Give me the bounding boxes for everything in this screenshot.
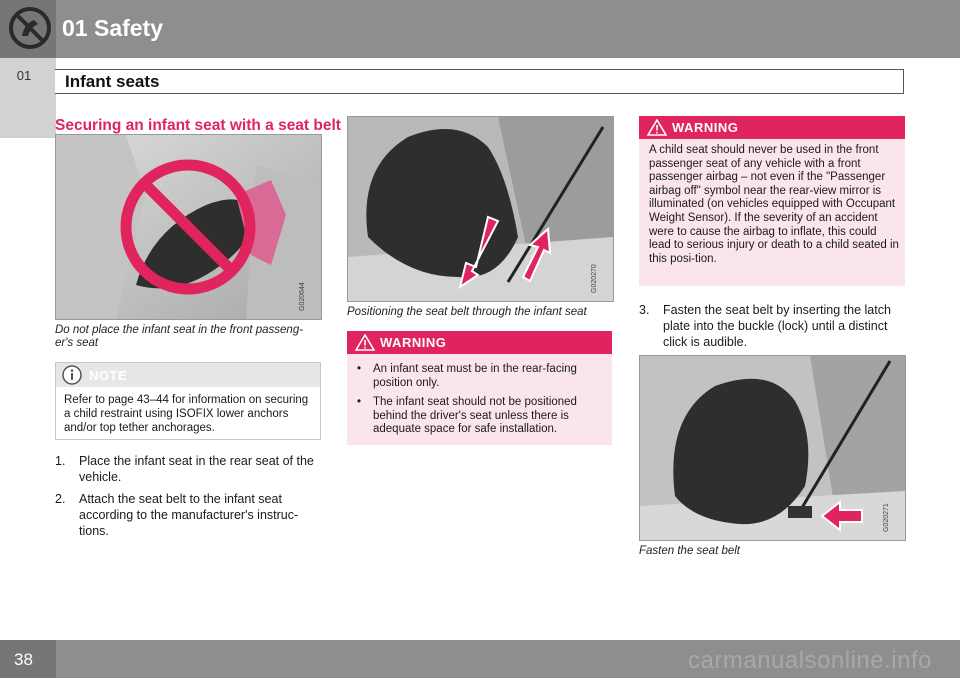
- figure-positioning-belt: [347, 116, 614, 302]
- front-seat-illustration: [56, 135, 321, 319]
- list-item: [357, 363, 607, 390]
- bullet-text: The infant seat should not be positioned behind the driver's seat unless there is adequate space for safe installation.: [373, 396, 577, 436]
- list-item: [357, 396, 607, 437]
- warning-header: [347, 331, 612, 354]
- list-item: [55, 491, 323, 539]
- bullet-icon: •: [357, 396, 362, 409]
- section-heading: Securing an infant seat with a seat belt: [55, 117, 341, 134]
- steps-list: [55, 453, 323, 545]
- warning-label: WARNING: [672, 120, 739, 135]
- step-text: Place the infant seat in the rear seat of the vehicle.: [79, 454, 314, 484]
- chapter-title: 01 Safety: [62, 15, 164, 41]
- step-text: Fasten the seat belt by inserting the latch plate into the buckle (lock) until a distinct click is audible.: [663, 303, 891, 349]
- header-tab: [0, 0, 56, 58]
- list-item: [639, 302, 907, 350]
- footer-tab: [0, 640, 56, 678]
- child-seat-prohibited-icon: [8, 6, 52, 50]
- section-title: Infant seats: [65, 72, 160, 91]
- info-icon: [62, 365, 82, 385]
- bullet-text: An infant seat must be in the rear-facing position only.: [373, 363, 577, 389]
- figure-caption: Positioning the seat belt through the infant seat: [347, 306, 587, 318]
- note-box: [55, 362, 321, 440]
- watermark: carmanualsonline.info: [688, 647, 932, 674]
- warning-triangle-icon: [355, 334, 375, 351]
- step-number: 2.: [55, 492, 66, 506]
- warning-label: WARNING: [380, 335, 447, 350]
- fasten-belt-illustration: [640, 356, 905, 540]
- chapter-tab-label: 01: [16, 68, 32, 83]
- page-footer: [0, 640, 960, 678]
- list-item: [55, 453, 323, 485]
- section-bar: [55, 69, 904, 94]
- note-text: Refer to page 43–44 for information on securing a child restraint using ISOFIX lower anchors and/or top tether anchorages.: [64, 394, 309, 434]
- figure-front-seat-prohibited: [55, 134, 322, 320]
- bullet-icon: •: [357, 363, 362, 375]
- page-number: 38: [14, 650, 33, 669]
- figure-code: G020644: [299, 282, 306, 311]
- warning-bullets: [357, 363, 607, 443]
- warning-triangle-icon: [647, 119, 667, 136]
- figure-fasten-belt: [639, 355, 906, 541]
- figure-caption: Do not place the infant seat in the front passeng-er's seat: [55, 324, 304, 349]
- steps-list: [639, 302, 907, 356]
- belt-positioning-illustration: [348, 117, 613, 301]
- step-number: 3.: [639, 303, 650, 317]
- warning-header: [639, 116, 905, 139]
- note-label: NOTE: [89, 368, 128, 383]
- step-text: Attach the seat belt to the infant seat according to the manufacturer's instruc-tions.: [79, 492, 299, 538]
- step-number: 1.: [55, 454, 66, 468]
- warning-box: [347, 331, 612, 445]
- page-header: [0, 0, 960, 58]
- note-header: [56, 363, 320, 387]
- figure-caption: Fasten the seat belt: [639, 545, 741, 557]
- warning-text: A child seat should never be used in the front passenger seat of any vehicle with a front passenger airbag – not even if the "Passenger airbag off" symbol near the rear-view mirror is illuminated (on vehicles equipped with Occupant Weight Sensor). If the severity of an accident were to cause the airbag to inflate, this could lead to serious injury or death to a child seated in this posi-tion.: [649, 144, 899, 265]
- figure-code: G020271: [883, 503, 890, 532]
- figure-code: G020270: [591, 264, 598, 293]
- warning-box: [639, 116, 905, 286]
